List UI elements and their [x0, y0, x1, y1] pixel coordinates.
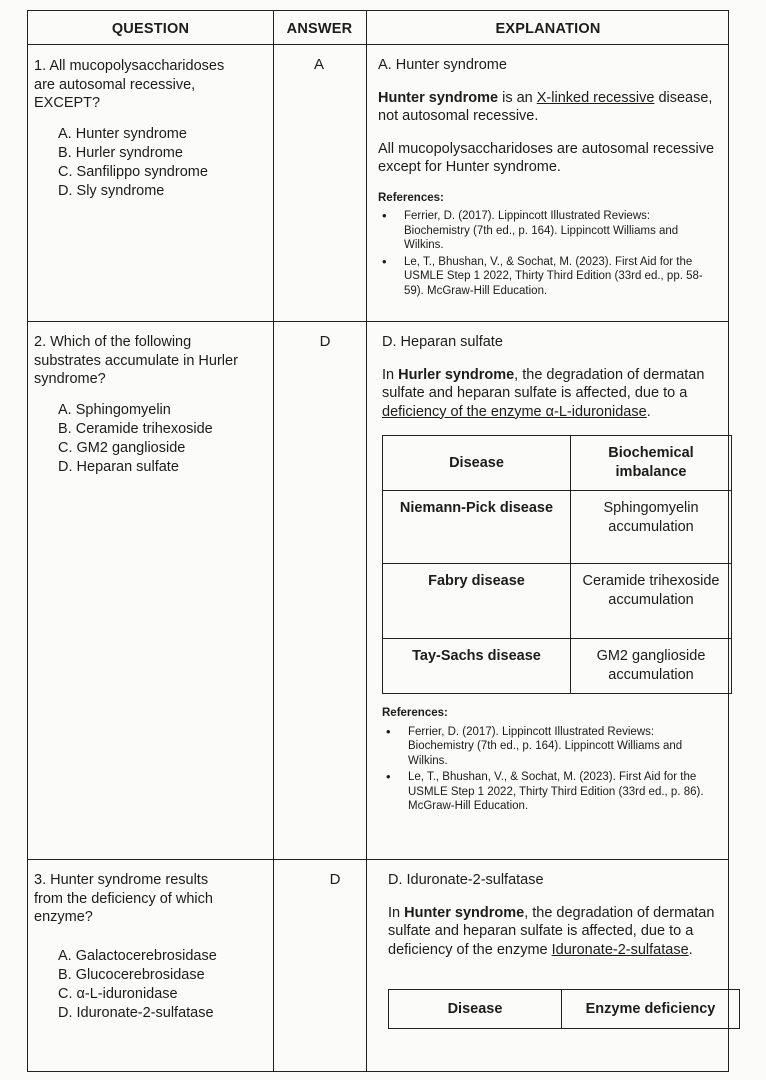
references-list: [378, 209, 718, 298]
table-cell: Sphingomyelin accumulation: [571, 491, 732, 564]
question-stem: are autosomal recessive,: [34, 76, 196, 93]
option: B. Hurler syndrome: [58, 144, 183, 161]
row-divider: [28, 321, 728, 322]
reference-item: • Ferrier, D. (2017). Lippincott Illustrated Reviews: Biochemistry (7th ed., p. 164). Lippincott Williams and Wilkins.: [378, 209, 718, 253]
bold-term: Hurler syndrome: [398, 366, 515, 383]
disease-table: [382, 435, 732, 694]
reference-item: • Le, T., Bhushan, V., & Sochat, M. (2023). First Aid for the USMLE Step 1 2022, Thirty Third Edition (33rd ed., p. 86). McGraw-Hill Education.: [382, 770, 722, 814]
reference-item: • Ferrier, D. (2017). Lippincott Illustrated Reviews: Biochemistry (7th ed., p. 164). Lippincott Williams and Wilkins.: [382, 725, 722, 769]
explanation-title: D. Heparan sulfate: [382, 334, 503, 350]
question-3: [34, 871, 268, 1023]
text: In: [382, 366, 399, 383]
text: .: [646, 403, 651, 420]
question-stem: 2. Which of the following: [34, 334, 192, 350]
option: B. Ceramide trihexoside: [58, 420, 213, 437]
explanation-title: D. Iduronate-2-sulfatase: [388, 872, 544, 888]
options-list: [34, 401, 268, 477]
table-header-cell: Disease: [389, 990, 562, 1029]
explanation-paragraph: [378, 89, 718, 126]
question-stem: substrates accumulate in Hurler: [34, 352, 238, 369]
table-header-row: [389, 990, 740, 1029]
table-cell: Ceramide trihexoside accumulation: [571, 564, 732, 639]
column-divider: [366, 11, 367, 1071]
references-title: References:: [382, 707, 448, 719]
header-explanation: EXPLANATION: [495, 21, 601, 37]
options-list: [34, 125, 268, 201]
options-list: [34, 947, 268, 1023]
option: C. Sanfilippo syndrome: [58, 163, 208, 180]
references-list: [382, 725, 722, 814]
explanation-title: A. Hunter syndrome: [378, 57, 507, 73]
answer-3: D: [329, 871, 341, 888]
question-stem: 1. All mucopolysaccharidoses: [34, 58, 225, 74]
option: A. Sphingomyelin: [58, 401, 171, 418]
table-row: [383, 564, 732, 639]
option: D. Heparan sulfate: [58, 458, 179, 475]
option: A. Hunter syndrome: [58, 125, 187, 142]
reference-item: • Le, T., Bhushan, V., & Sochat, M. (2023). First Aid for the USMLE Step 1 2022, Thirty Third Edition (33rd ed., pp. 58-59). McGraw-Hill Education.: [378, 255, 718, 299]
table-header-row: [383, 436, 732, 491]
answer-table: [27, 10, 729, 1072]
text: is an: [498, 89, 537, 106]
table-row: [383, 639, 732, 694]
table-row: [383, 491, 732, 564]
question-stem: EXCEPT?: [34, 95, 101, 111]
text: disease, not autosomal recessive.: [378, 89, 713, 124]
answer-1: A: [313, 56, 324, 73]
text: In: [388, 904, 405, 921]
bold-term: Hunter syndrome: [404, 904, 525, 921]
table-cell: Niemann-Pick disease: [383, 491, 571, 564]
enzyme-table: [388, 989, 740, 1029]
question-1: [34, 57, 268, 201]
answer-2: D: [319, 333, 331, 350]
option: B. Glucocerebrosidase: [58, 966, 205, 983]
row-divider: [28, 859, 728, 860]
question-stem: syndrome?: [34, 371, 106, 387]
text: .: [688, 941, 693, 958]
question-2: [34, 333, 268, 477]
table-cell: Fabry disease: [383, 564, 571, 639]
option: A. Galactocerebrosidase: [58, 947, 217, 964]
table-cell: GM2 ganglioside accumulation: [571, 639, 732, 694]
header-question: QUESTION: [111, 21, 190, 37]
explanation-paragraph: All mucopolysaccharidoses are autosomal recessive except for Hunter syndrome.: [378, 140, 715, 175]
table-cell: Tay-Sachs disease: [383, 639, 571, 694]
underlined-term: Iduronate-2-sulfatase: [551, 941, 689, 958]
explanation-3: [388, 871, 724, 1029]
text: , the degradation of dermatan sulfate and heparan sulfate is affected, due to a: [382, 366, 705, 401]
question-stem: enzyme?: [34, 909, 93, 925]
table-header-cell: Disease: [383, 436, 571, 491]
explanation-2: [382, 333, 722, 816]
option: C. α-L-iduronidase: [58, 985, 178, 1002]
column-divider: [273, 11, 274, 1071]
bold-term: Hunter syndrome: [378, 89, 499, 106]
explanation-paragraph: [388, 904, 724, 960]
table-header-cell: Biochemical imbalance: [571, 436, 732, 491]
explanation-paragraph: [382, 366, 722, 422]
table-header-cell: Enzyme deficiency: [562, 990, 740, 1029]
header-answer: ANSWER: [286, 21, 353, 37]
question-stem: 3. Hunter syndrome results: [34, 872, 209, 888]
references-title: References:: [378, 191, 444, 204]
text: , the degradation of dermatan sulfate and heparan sulfate is affected, due to a deficiency of the enzyme: [388, 904, 715, 958]
underlined-term: X-linked recessive: [536, 89, 655, 106]
option: D. Iduronate-2-sulfatase: [58, 1004, 214, 1021]
option: D. Sly syndrome: [58, 182, 165, 199]
underlined-term: deficiency of the enzyme α-L-iduronidase: [382, 403, 647, 420]
question-stem: from the deficiency of which: [34, 890, 213, 907]
option: C. GM2 ganglioside: [58, 439, 186, 456]
explanation-1: [378, 56, 718, 300]
